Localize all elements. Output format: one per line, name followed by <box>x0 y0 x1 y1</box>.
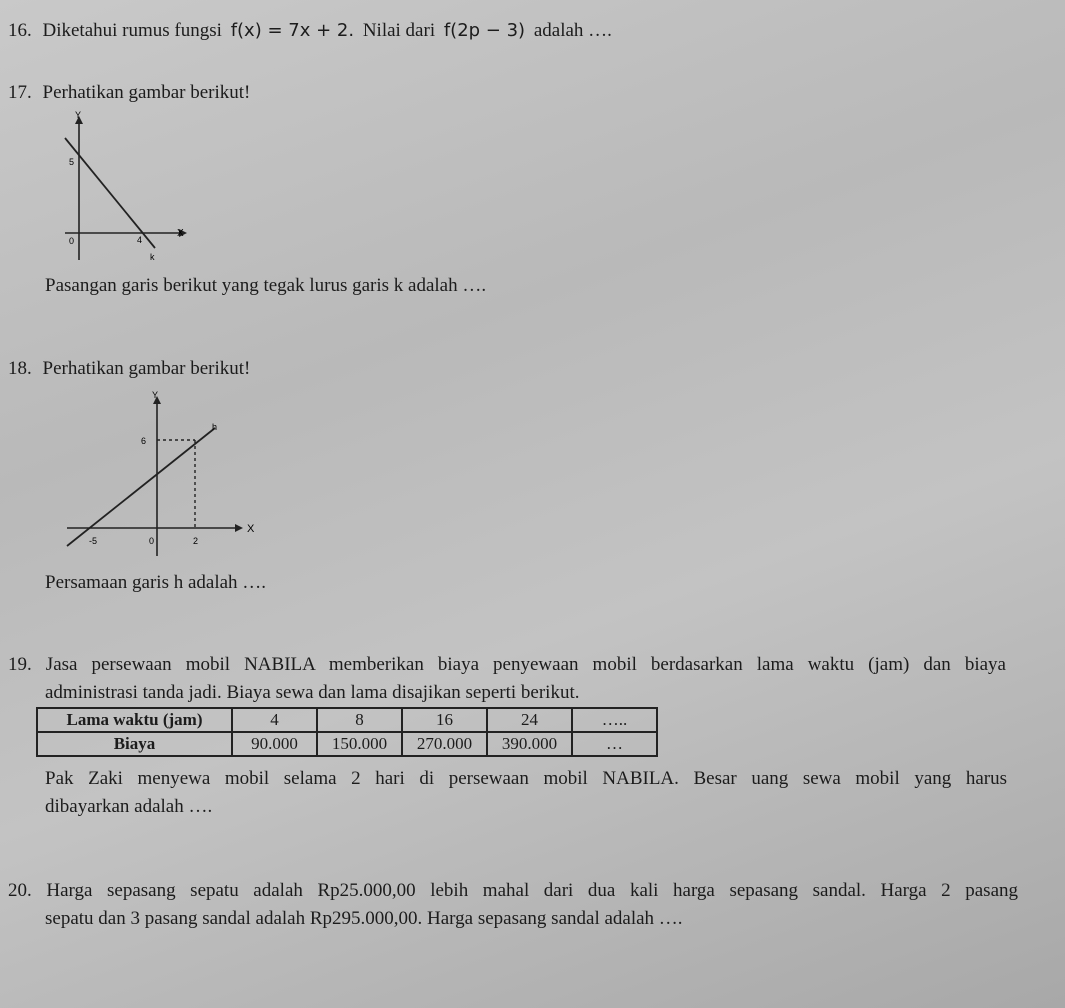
question-18-text: Persamaan garis h adalah …. <box>45 572 267 593</box>
y-axis-label: Y <box>75 110 82 120</box>
origin-label: 0 <box>69 236 75 246</box>
line-label-k: k <box>150 252 155 262</box>
table-cell: 270.000 <box>402 732 487 756</box>
question-text: Harga sepasang sepatu adalah Rp25.000,00 lebih mahal dari dua kali harga sepasang sandal. Harga 2 pasang <box>46 880 1019 901</box>
question-17-intro <box>8 82 250 104</box>
question-20-line-2: sepatu dan 3 pasang sandal adalah Rp295.000,00. Harga sepasang sandal adalah …. <box>45 908 683 929</box>
x-axis-label: X <box>177 228 184 239</box>
question-20-line-1 <box>8 880 1018 902</box>
table-header-cell: Biaya <box>37 732 232 756</box>
table-cell: 4 <box>232 708 317 732</box>
x-axis-label: X <box>247 523 255 535</box>
table-cell: 90.000 <box>232 732 317 756</box>
graph-line-k <box>55 108 195 268</box>
question-number: 18. <box>8 358 32 379</box>
origin-label: 0 <box>149 536 155 546</box>
table-cell: 8 <box>317 708 402 732</box>
question-number: 17. <box>8 82 32 103</box>
question-18-intro <box>8 358 250 380</box>
table-cell: 390.000 <box>487 732 572 756</box>
question-text: Perhatikan gambar berikut! <box>42 82 251 103</box>
y-tick-label: 5 <box>69 157 75 167</box>
question-text: Nilai dari <box>362 20 436 41</box>
function-formula: f(x) = 7x + 2. <box>230 20 355 41</box>
question-19-line-1 <box>8 654 1006 676</box>
x-tick-label: 2 <box>193 536 199 546</box>
question-number: 16. <box>8 20 32 41</box>
x-tick-label: 4 <box>137 235 143 245</box>
question-text: Jasa persewaan mobil NABILA memberikan biaya penyewaan mobil berdasarkan lama waktu (jam) dan biaya <box>45 654 1006 675</box>
question-19-line-3: Pak Zaki menyewa mobil selama 2 hari di persewaan mobil NABILA. Besar uang sewa mobil yang harus <box>45 768 1007 789</box>
table-cell: ….. <box>572 708 657 732</box>
question-text: adalah …. <box>533 20 612 41</box>
question-number: 20. <box>8 880 32 901</box>
function-expression: f(2p − 3) <box>443 20 526 41</box>
question-number: 19. <box>8 654 32 675</box>
y-tick-label: 6 <box>141 436 147 446</box>
rental-table <box>36 707 658 757</box>
line-label-h: h <box>212 422 218 432</box>
question-text: Perhatikan gambar berikut! <box>42 358 251 379</box>
graph-line-h <box>55 388 265 560</box>
table-cell: … <box>572 732 657 756</box>
table-header-cell: Lama waktu (jam) <box>37 708 232 732</box>
table-cell: 16 <box>402 708 487 732</box>
table-cell: 150.000 <box>317 732 402 756</box>
question-17-text: Pasangan garis berikut yang tegak lurus garis k adalah …. <box>45 275 487 296</box>
table-row <box>37 708 657 732</box>
question-16 <box>8 20 612 42</box>
table-cell: 24 <box>487 708 572 732</box>
x-tick-neg-label: -5 <box>89 536 98 546</box>
y-axis-label: Y <box>152 390 159 400</box>
question-19-line-2: administrasi tanda jadi. Biaya sewa dan lama disajikan seperti berikut. <box>45 682 580 703</box>
question-19-line-4: dibayarkan adalah …. <box>45 796 213 817</box>
question-text: Diketahui rumus fungsi <box>42 20 222 41</box>
table-row <box>37 732 657 756</box>
